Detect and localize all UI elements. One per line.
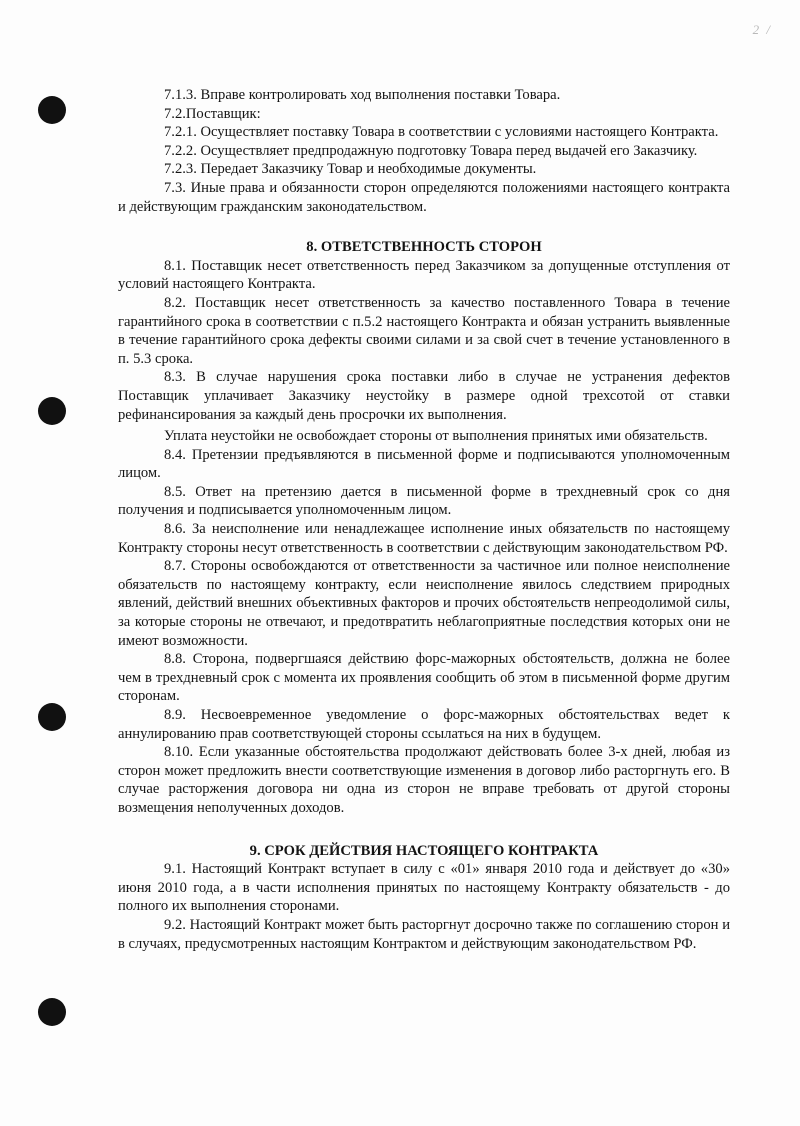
clause-9-2: 9.2. Настоящий Контракт может быть расторгнут досрочно также по соглашению сторон и в случаях, предусмотренных настоящим Контрактом и действующим законодательством РФ.: [118, 916, 730, 952]
clause-8-5: 8.5. Ответ на претензию дается в письменной форме в трехдневный срок со дня получения и подписывается уполномоченным лицом.: [118, 483, 730, 519]
clause-7-3: 7.3. Иные права и обязанности сторон определяются положениями настоящего контракта и действующим гражданским законодательством.: [118, 179, 730, 215]
clause-7-1-3: 7.1.3. Вправе контролировать ход выполнения поставки Товара.: [164, 87, 561, 103]
punch-hole: [38, 397, 66, 425]
clause-8-3-note: Уплата неустойки не освобождает стороны от выполнения принятых ими обязательств.: [164, 428, 708, 445]
punch-hole: [38, 998, 66, 1026]
clause-8-8: 8.8. Сторона, подвергшаяся действию форс-мажорных обстоятельств, должна не более чем в трехдневный срок с момента их проявления сообщить об этом в письменной форме другим сторонам.: [118, 651, 730, 705]
clause-7-2-2: 7.2.2. Осуществляет предпродажную подготовку Товара перед выдачей его Заказчику.: [164, 142, 698, 159]
clause-8-4: 8.4. Претензии предъявляются в письменной форме и подписываются уполномоченным лицом.: [118, 446, 730, 482]
clause-8-9: 8.9. Несвоевременное уведомление о форс-мажорных обстоятельствах ведет к аннулированию прав соответствующей стороны ссылаться на них в будущем.: [118, 707, 730, 742]
clause-8-2: 8.2. Поставщик несет ответственность за качество поставленного Товара в течение гарантийного срока в соответствии с п.5.2 настоящего Контракта и обязан устранить выявленные в течение гарантийного срока дефекты своими силами и за свой счет в течение установленного в п. 5.3 срока.: [118, 294, 730, 367]
clause-8-3: 8.3. В случае нарушения срока поставки либо в случае не устранения дефектов Поставщик уплачивает Заказчику неустойку в размере одной трехсотой от ставки рефинансирования за каждый день просрочки их выполнения.: [118, 369, 730, 423]
clause-7-2: 7.2.Поставщик:: [164, 105, 261, 122]
clause-8-1: 8.1. Поставщик несет ответственность перед Заказчиком за допущенные отступления от условий настоящего Контракта.: [118, 257, 730, 293]
clause-7-2-3: 7.2.3. Передает Заказчику Товар и необходимые документы.: [164, 161, 537, 178]
clause-8-6: 8.6. За неисполнение или ненадлежащее исполнение иных обязательств по настоящему Контракту стороны несут ответственность в соответствии с действующим законодательством РФ.: [118, 521, 730, 556]
clause-8-7: 8.7. Стороны освобождаются от ответственности за частичное или полное неисполнение обязательств по настоящему контракту, если неисполнение явилось следствием природных явлений, действий внешних объективных факторов и прочих обстоятельств непреодолимой силы, за которые стороны не отвечают, и предотвратить неблагоприятные последствия которых они не имеют возможности.: [118, 558, 730, 649]
clause-9-1: 9.1. Настоящий Контракт вступает в силу с «01» января 2010 года и действует до «30» июня 2010 года, а в части исполнения принятых по настоящему Контракту обязательств - до полного их выполнения сторонами.: [118, 861, 730, 915]
punch-hole: [38, 703, 66, 731]
section-9-heading: 9. СРОК ДЕЙСТВИЯ НАСТОЯЩЕГО КОНТРАКТА: [249, 842, 599, 859]
punch-hole: [38, 96, 66, 124]
section-8-heading: 8. ОТВЕТСТВЕННОСТЬ СТОРОН: [306, 239, 542, 256]
page-number-mark: 2 /: [752, 22, 772, 37]
document-body: [118, 86, 730, 953]
clause-7-2-1: 7.2.1. Осуществляет поставку Товара в соответствии с условиями настоящего Контракта.: [164, 124, 719, 141]
clause-8-10: 8.10. Если указанные обстоятельства продолжают действовать более 3-х дней, любая из сторон может предложить внести соответствующие изменения в договор либо расторгнуть его. В случае расторжения договора ни одна из сторон не вправе требовать от другой стороны возмещения неполученных доходов.: [118, 744, 730, 816]
